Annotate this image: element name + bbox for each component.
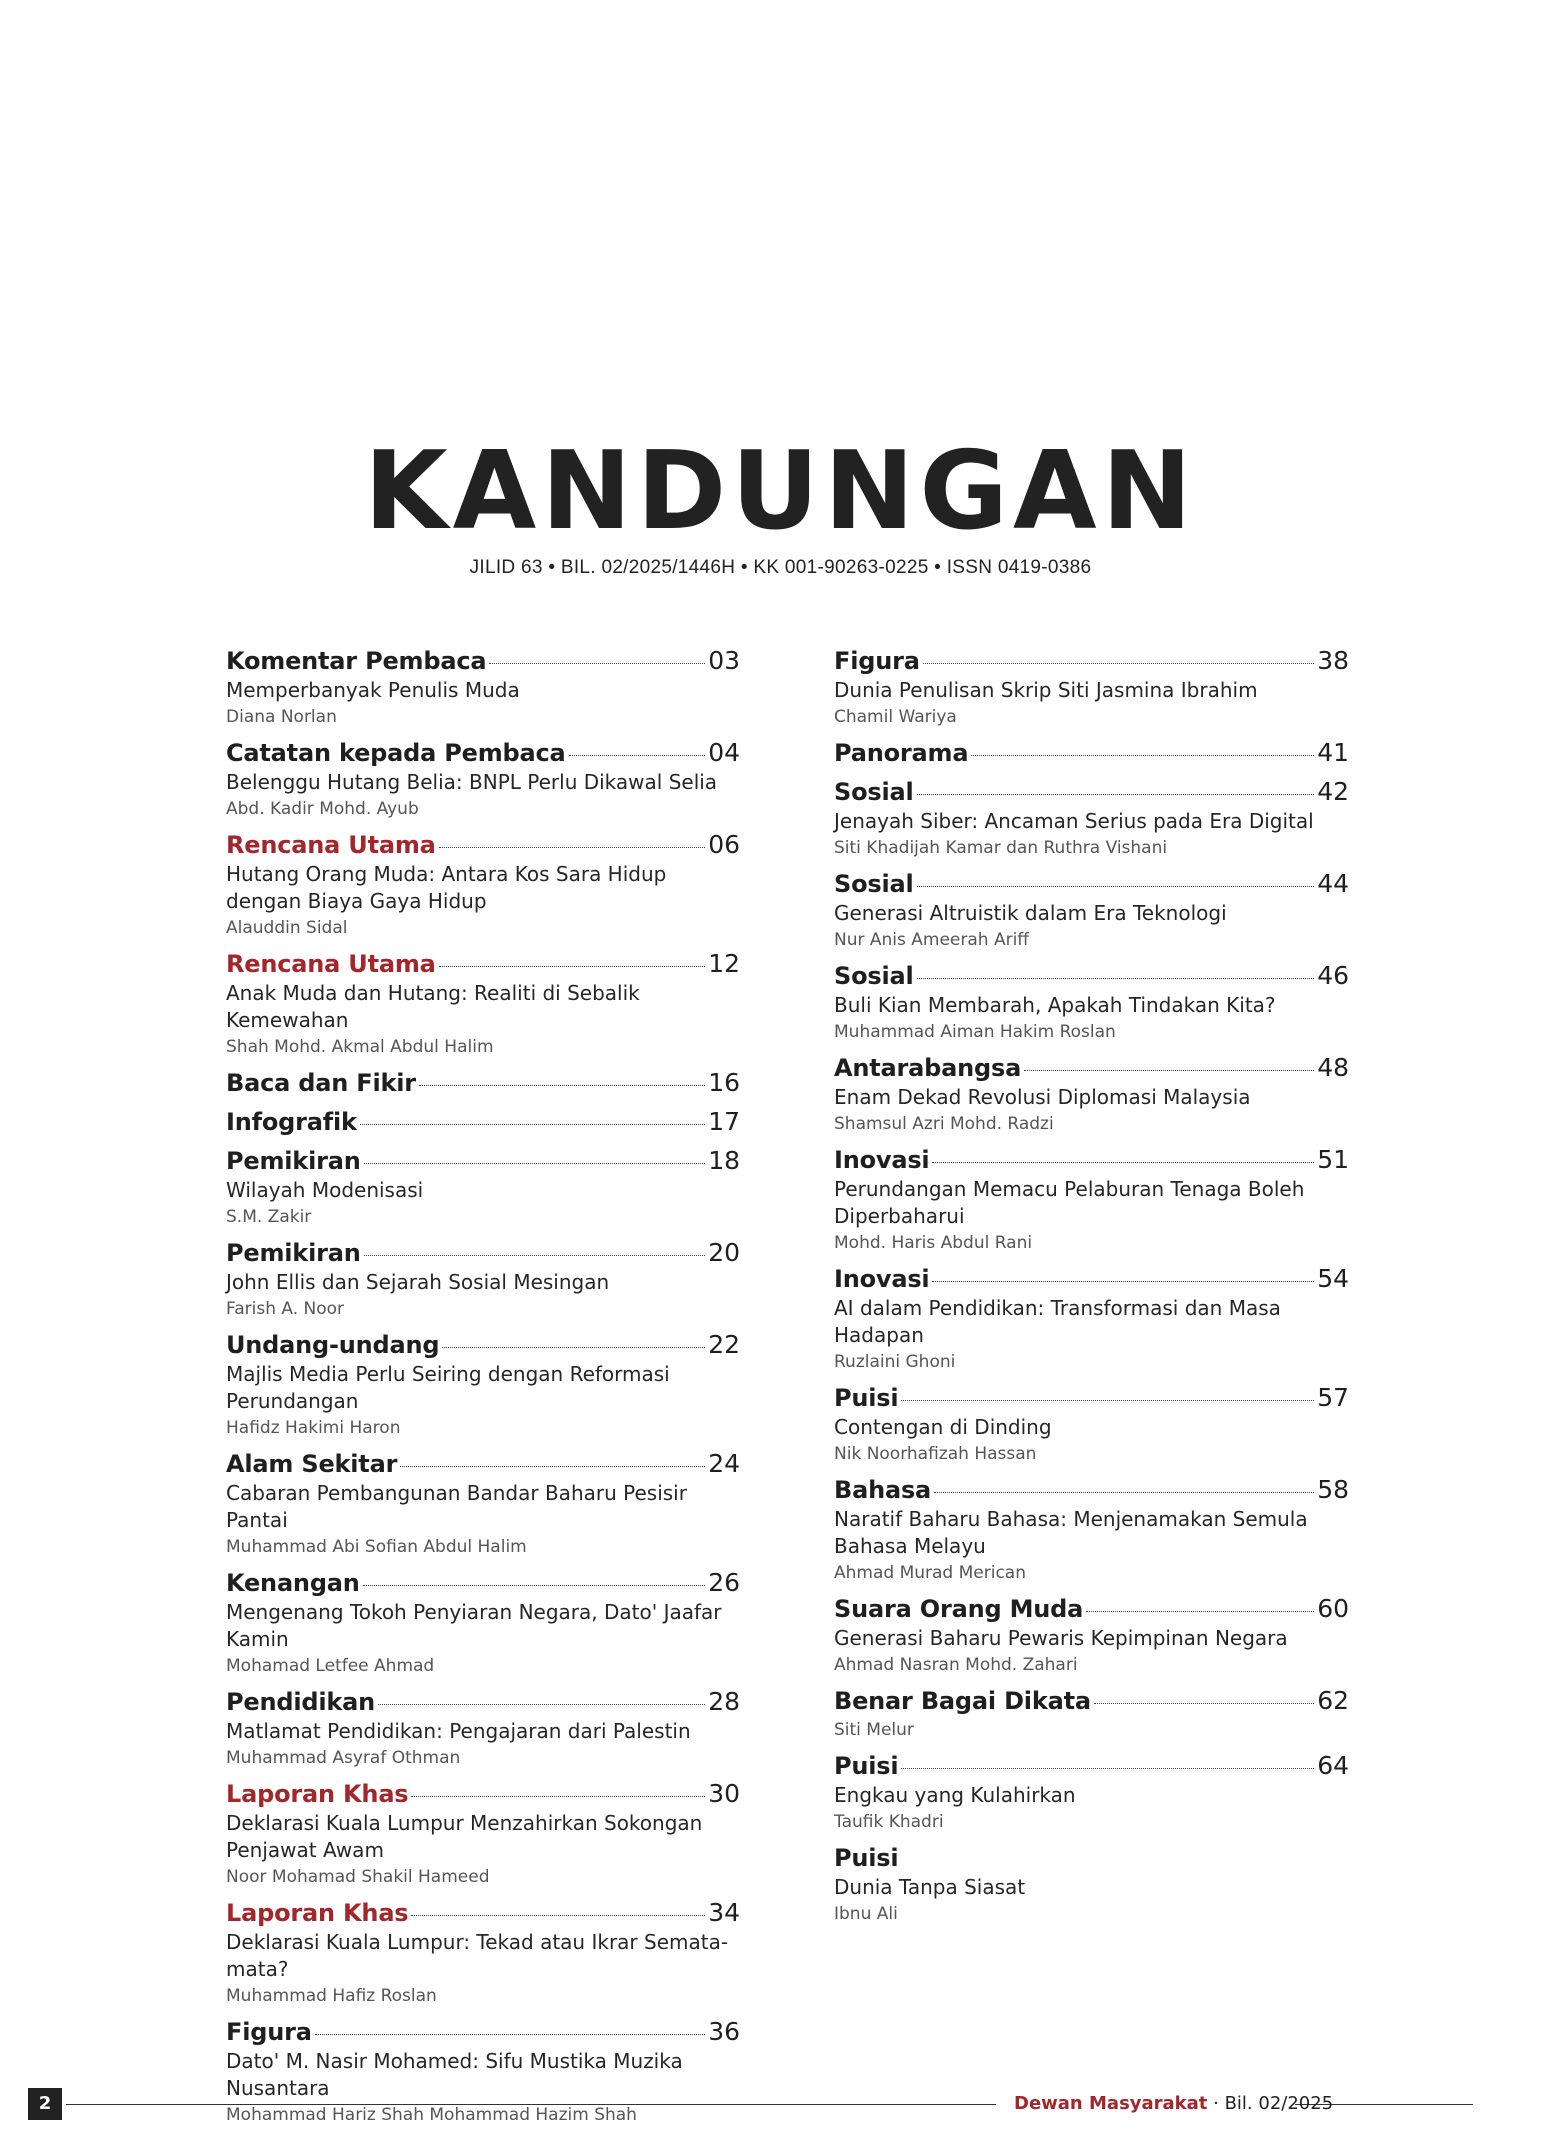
toc-entry (834, 1750, 1349, 1835)
toc-entry (834, 1685, 1349, 1743)
dot-leader (934, 1492, 1314, 1493)
toc-page-number: 17 (708, 1107, 740, 1136)
toc-author: Hafidz Hakimi Haron (226, 1418, 401, 1438)
toc-entry-heading (226, 829, 740, 861)
toc-article-title: Buli Kian Membarah, Apakah Tindakan Kita? (834, 993, 1276, 1017)
toc-page-number: 04 (708, 738, 740, 767)
toc-article-title: Hutang Orang Muda: Antara Kos Sara Hidup dengan Biaya Gaya Hidup (226, 862, 667, 913)
toc-category: Puisi (834, 1844, 899, 1872)
toc-entry-heading (226, 1106, 740, 1138)
dot-leader (439, 847, 706, 848)
toc-entry (834, 1263, 1349, 1375)
footer-separator: · (1207, 2093, 1225, 2114)
toc-author: Taufik Khadri (834, 1812, 944, 1832)
dot-leader (439, 966, 706, 967)
dot-leader (1094, 1703, 1314, 1704)
dot-leader (901, 1400, 1314, 1401)
toc-category: Undang-undang (226, 1331, 440, 1359)
toc-author: Ruzlaini Ghoni (834, 1352, 956, 1372)
toc-entry-heading (226, 948, 740, 980)
toc-entry (226, 1145, 740, 1230)
dot-leader (411, 1796, 705, 1797)
page-title: KANDUNGAN (363, 429, 1197, 554)
toc-article-title: Perundangan Memacu Pelaburan Tenaga Boleh Diperbaharui (834, 1177, 1305, 1228)
toc-category: Puisi (834, 1384, 899, 1412)
toc-page-number: 62 (1317, 1686, 1349, 1715)
toc-author: Alauddin Sidal (226, 918, 348, 938)
dot-leader (917, 978, 1315, 979)
dot-leader (315, 2034, 705, 2035)
toc-author: Muhammad Abi Sofian Abdul Halim (226, 1537, 527, 1557)
dot-leader (917, 794, 1315, 795)
toc-category: Sosial (834, 778, 914, 806)
toc-author: S.M. Zakir (226, 1207, 312, 1227)
toc-category: Inovasi (834, 1146, 930, 1174)
toc-article-title: Dunia Tanpa Siasat (834, 1875, 1026, 1899)
dot-leader (360, 1124, 705, 1125)
toc-article-title: Wilayah Modenisasi (226, 1178, 424, 1202)
toc-entry (226, 1237, 740, 1322)
toc-article-title: Deklarasi Kuala Lumpur: Tekad atau Ikrar Semata-mata? (226, 1930, 729, 1981)
toc-page-number: 36 (708, 2017, 740, 2046)
toc-category: Puisi (834, 1752, 899, 1780)
toc-entry (226, 2016, 740, 2128)
toc-entry-heading (226, 1145, 740, 1177)
dot-leader (932, 1281, 1314, 1282)
toc-author: Farish A. Noor (226, 1299, 345, 1319)
dot-leader (363, 1585, 706, 1586)
toc-entry-heading (834, 776, 1349, 808)
dot-leader (364, 1163, 706, 1164)
toc-entry-heading (226, 1067, 740, 1099)
toc-entry (834, 1052, 1349, 1137)
toc-entry-heading (834, 1750, 1349, 1782)
toc-entry (226, 1106, 740, 1138)
toc-article-title: Mengenang Tokoh Penyiaran Negara, Dato' Jaafar Kamin (226, 1600, 722, 1651)
toc-article-title: Cabaran Pembangunan Bandar Baharu Pesisir Pantai (226, 1481, 687, 1532)
dot-leader (442, 1347, 705, 1348)
dot-leader (971, 755, 1314, 756)
toc-article-title: AI dalam Pendidikan: Transformasi dan Masa Hadapan (834, 1296, 1281, 1347)
toc-entry (226, 829, 740, 941)
toc-author: Ibnu Ali (834, 1904, 898, 1924)
toc-page-number: 28 (708, 1687, 740, 1716)
dot-leader (378, 1704, 705, 1705)
toc-page-number: 12 (708, 949, 740, 978)
toc-category: Komentar Pembaca (226, 647, 487, 675)
toc-article-title: Dato' M. Nasir Mohamed: Sifu Mustika Muzika Nusantara (226, 2049, 683, 2100)
toc-entry (226, 1448, 740, 1560)
toc-entry-heading (834, 1052, 1349, 1084)
toc-page-number: 16 (708, 1068, 740, 1097)
toc-author: Noor Mohamad Shakil Hameed (226, 1867, 490, 1887)
footer-issue (1014, 2093, 1333, 2114)
toc-article-title: Matlamat Pendidikan: Pengajaran dari Palestin (226, 1719, 691, 1743)
toc-author: Ahmad Nasran Mohd. Zahari (834, 1655, 1078, 1675)
toc-entry-heading (226, 737, 740, 769)
toc-article-title: Jenayah Siber: Ancaman Serius pada Era Digital (834, 809, 1314, 833)
toc-entry (226, 1567, 740, 1679)
toc-page-number: 30 (708, 1779, 740, 1808)
toc-author: Nik Noorhafizah Hassan (834, 1444, 1037, 1464)
toc-entry (226, 1329, 740, 1441)
dot-leader (923, 663, 1314, 664)
toc-entry-heading (226, 1237, 740, 1269)
toc-entry-heading (834, 737, 1349, 769)
toc-category: Alam Sekitar (226, 1450, 398, 1478)
toc-category: Baca dan Fikir (226, 1069, 416, 1097)
issue-info: JILID 63 • BIL. 02/2025/1446H • KK 001-90263-0225 • ISSN 0419-0386 (469, 557, 1092, 578)
toc-entry-heading (834, 1593, 1349, 1625)
toc-article-title: Engkau yang Kulahirkan (834, 1783, 1076, 1807)
toc-author: Siti Khadijah Kamar dan Ruthra Vishani (834, 838, 1168, 858)
toc-entry-heading (226, 1778, 740, 1810)
dot-leader (917, 886, 1315, 887)
toc-page-number: 51 (1317, 1145, 1349, 1174)
toc-article-title: John Ellis dan Sejarah Sosial Mesingan (226, 1270, 610, 1294)
toc-page-number: 06 (708, 830, 740, 859)
toc-entry-heading (226, 1567, 740, 1599)
toc-author: Shah Mohd. Akmal Abdul Halim (226, 1037, 494, 1057)
toc-entry-heading (834, 1144, 1349, 1176)
toc-column-left (226, 645, 740, 2135)
toc-page-number: 42 (1317, 777, 1349, 806)
toc-author: Nur Anis Ameerah Ariff (834, 930, 1030, 950)
toc-entry (834, 1593, 1349, 1678)
toc-entry-heading (226, 1686, 740, 1718)
toc-entry-heading (226, 1329, 740, 1361)
toc-entry-heading (226, 1448, 740, 1480)
dot-leader (932, 1162, 1314, 1163)
toc-article-title: Contengan di Dinding (834, 1415, 1052, 1439)
toc-author: Ahmad Murad Merican (834, 1563, 1026, 1583)
toc-article-title: Anak Muda dan Hutang: Realiti di Sebalik Kemewahan (226, 981, 640, 1032)
toc-author: Mohammad Hariz Shah Mohammad Hazim Shah (226, 2105, 637, 2125)
toc-article-title: Deklarasi Kuala Lumpur Menzahirkan Sokongan Penjawat Awam (226, 1811, 703, 1862)
toc-page-number: 38 (1317, 646, 1349, 675)
toc-category: Suara Orang Muda (834, 1595, 1084, 1623)
toc-author: Abd. Kadir Mohd. Ayub (226, 799, 419, 819)
toc-page-number: 48 (1317, 1053, 1349, 1082)
toc-category: Kenangan (226, 1569, 360, 1597)
toc-page-number: 24 (708, 1449, 740, 1478)
toc-entry (834, 1382, 1349, 1467)
toc-category: Sosial (834, 962, 914, 990)
toc-entry (226, 645, 740, 730)
toc-entry (834, 1144, 1349, 1256)
toc-category: Inovasi (834, 1265, 930, 1293)
toc-page-number: 22 (708, 1330, 740, 1359)
toc-category: Laporan Khas (226, 1899, 409, 1927)
toc-entry-heading (834, 1842, 1349, 1874)
toc-column-right (834, 645, 1349, 1934)
toc-author: Siti Melur (834, 1720, 914, 1740)
toc-entry-heading (834, 868, 1349, 900)
toc-entry (226, 737, 740, 822)
toc-page-number: 60 (1317, 1594, 1349, 1623)
toc-page-number: 54 (1317, 1264, 1349, 1293)
toc-entry (834, 776, 1349, 861)
toc-author: Mohd. Haris Abdul Rani (834, 1233, 1033, 1253)
toc-article-title: Majlis Media Perlu Seiring dengan Reformasi Perundangan (226, 1362, 670, 1413)
toc-category: Antarabangsa (834, 1054, 1022, 1082)
toc-entry (834, 960, 1349, 1045)
toc-entry (226, 1897, 740, 2009)
toc-author: Muhammad Aiman Hakim Roslan (834, 1022, 1116, 1042)
toc-category: Bahasa (834, 1476, 932, 1504)
toc-category: Pemikiran (226, 1147, 361, 1175)
toc-category: Sosial (834, 870, 914, 898)
dot-leader (569, 755, 706, 756)
toc-entry (834, 737, 1349, 769)
toc-entry (834, 1474, 1349, 1586)
dot-leader (1086, 1611, 1314, 1612)
dot-leader (419, 1085, 705, 1086)
toc-entry-heading (834, 1474, 1349, 1506)
toc-page-number: 26 (708, 1568, 740, 1597)
toc-page-number: 58 (1317, 1475, 1349, 1504)
toc-entry-heading (834, 1382, 1349, 1414)
toc-category: Pendidikan (226, 1688, 376, 1716)
toc-category: Rencana Utama (226, 831, 436, 859)
toc-entry (226, 1686, 740, 1771)
dot-leader (400, 1466, 705, 1467)
footer-issue-number: Bil. 02/2025 (1224, 2093, 1334, 2114)
toc-author: Muhammad Hafiz Roslan (226, 1986, 437, 2006)
toc-article-title: Dunia Penulisan Skrip Siti Jasmina Ibrahim (834, 678, 1258, 702)
toc-article-title: Generasi Baharu Pewaris Kepimpinan Negara (834, 1626, 1288, 1650)
toc-page-number: 03 (708, 646, 740, 675)
toc-page-number: 34 (708, 1898, 740, 1927)
toc-entry-heading (834, 960, 1349, 992)
toc-article-title: Belenggu Hutang Belia: BNPL Perlu Dikawal Selia (226, 770, 718, 794)
toc-entry (834, 645, 1349, 730)
toc-category: Catatan kepada Pembaca (226, 739, 566, 767)
toc-category: Pemikiran (226, 1239, 361, 1267)
dot-leader (901, 1768, 1314, 1769)
toc-category: Rencana Utama (226, 950, 436, 978)
toc-entry (834, 868, 1349, 953)
toc-entry-heading (226, 1897, 740, 1929)
toc-author: Diana Norlan (226, 707, 337, 727)
toc-entry (226, 1067, 740, 1099)
toc-page-number: 46 (1317, 961, 1349, 990)
toc-entry-heading (226, 2016, 740, 2048)
toc-article-title: Naratif Baharu Bahasa: Menjenamakan Semula Bahasa Melayu (834, 1507, 1308, 1558)
toc-page-number: 64 (1317, 1751, 1349, 1780)
toc-author: Muhammad Asyraf Othman (226, 1748, 461, 1768)
toc-article-title: Generasi Altruistik dalam Era Teknologi (834, 901, 1227, 925)
dot-leader (489, 663, 705, 664)
toc-page-number: 18 (708, 1146, 740, 1175)
toc-category: Benar Bagai Dikata (834, 1687, 1091, 1715)
dot-leader (411, 1915, 705, 1916)
toc-page-number: 57 (1317, 1383, 1349, 1412)
toc-author: Chamil Wariya (834, 707, 957, 727)
toc-entry-heading (834, 1263, 1349, 1295)
toc-article-title: Enam Dekad Revolusi Diplomasi Malaysia (834, 1085, 1251, 1109)
toc-category: Figura (226, 2018, 312, 2046)
toc-category: Panorama (834, 739, 969, 767)
page-number: 2 (28, 2088, 62, 2120)
toc-entry-heading (226, 645, 740, 677)
toc-entry (226, 1778, 740, 1890)
toc-page-number: 41 (1317, 738, 1349, 767)
toc-article-title: Memperbanyak Penulis Muda (226, 678, 520, 702)
toc-page-number: 44 (1317, 869, 1349, 898)
toc-entry-heading (834, 645, 1349, 677)
toc-entry (226, 948, 740, 1060)
toc-author: Mohamad Letfee Ahmad (226, 1656, 435, 1676)
dot-leader (364, 1255, 706, 1256)
dot-leader (1024, 1070, 1314, 1071)
toc-entry-heading (834, 1685, 1349, 1717)
toc-author: Shamsul Azri Mohd. Radzi (834, 1114, 1054, 1134)
toc-entry (834, 1842, 1349, 1927)
toc-page-number: 20 (708, 1238, 740, 1267)
toc-category: Laporan Khas (226, 1780, 409, 1808)
toc-category: Figura (834, 647, 920, 675)
footer-rule-left (66, 2104, 996, 2105)
toc-category: Infografik (226, 1108, 357, 1136)
magazine-name: Dewan Masyarakat (1014, 2093, 1208, 2114)
